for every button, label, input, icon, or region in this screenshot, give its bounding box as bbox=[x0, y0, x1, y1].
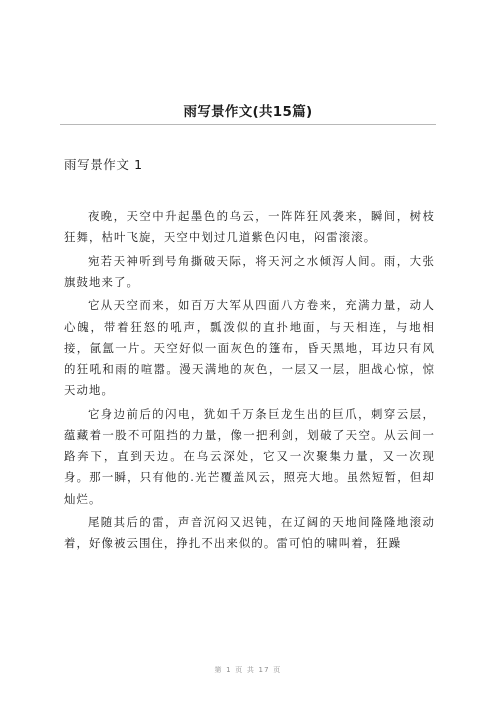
title-divider bbox=[60, 124, 436, 125]
paragraph: 它从天空而来，如百万大军从四面八方卷来，充满力量，动人心魄，带着狂怒的吼声，瓢泼似的直扑地面，与天相连，与地相接，氤氲一片。天空好似一面灰色的篷布，昏天黑地，耳边只有风的狂吼和雨的喧嚣。漫天满地的灰色，一层又一层，胆战心惊，惊天动地。 bbox=[64, 298, 435, 398]
paragraph: 它身边前后的闪电，犹如千万条巨龙生出的巨爪，刺穿云层，蕴藏着一股不可阻挡的力量，像一把利剑，划破了天空。从云间一路奔下，直到天边。在乌云深处，它又一次聚集力量，又一次现身。那一瞬，只有他的.光芒覆盖风云，照亮大地。虽然短暂，但却灿烂。 bbox=[64, 406, 435, 506]
document-title: 雨写景作文(共15篇) bbox=[183, 104, 313, 120]
paragraph: 夜晚，天空中升起墨色的乌云，一阵阵狂风袭来，瞬间，树枝狂舞，枯叶飞旋，天空中划过几道紫色闪电，闷雷滚滚。 bbox=[64, 209, 435, 245]
page-footer: 第 1 页 共 17 页 bbox=[214, 666, 282, 674]
section-heading: 雨写景作文 1 bbox=[64, 157, 143, 172]
document-body bbox=[64, 206, 435, 557]
paragraph: 宛若天神听到号角撕破天际，将天河之水倾泻人间。雨，大张旗鼓地来了。 bbox=[64, 253, 435, 289]
paragraph: 尾随其后的雷，声音沉闷又迟钝，在辽阔的天地间隆隆地滚动着，好像被云围住，挣扎不出来似的。雷可怕的啸叫着，狂躁 bbox=[64, 515, 435, 551]
